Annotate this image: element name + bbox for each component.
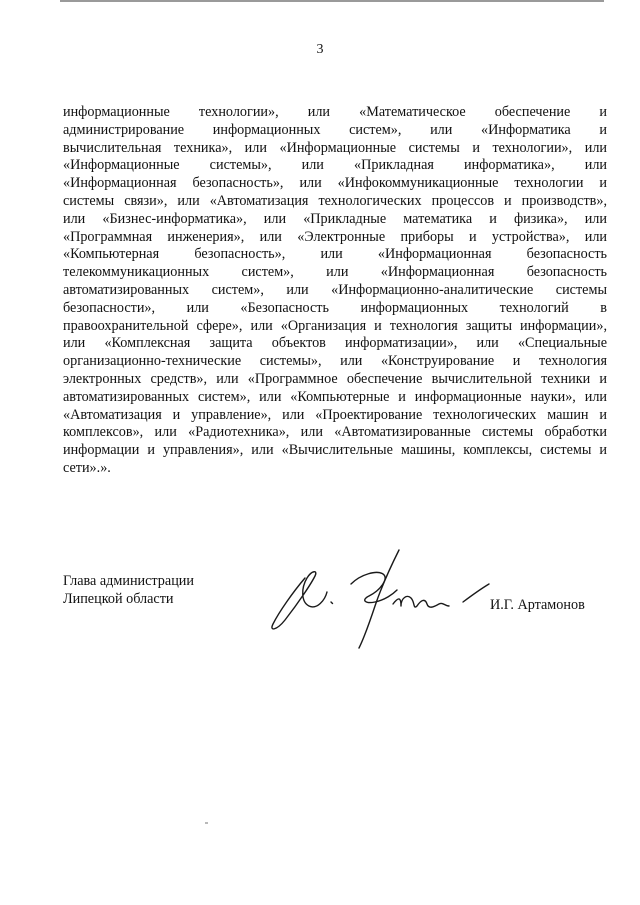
body-line: автоматизированных систем», или «Информационно-аналитические системы	[63, 281, 607, 298]
body-line: вычислительная техника», или «Информационные системы и технологии», или	[63, 139, 607, 156]
signer-position-line-2: Липецкой области	[63, 591, 174, 607]
body-line: комплексов», или «Радиотехника», или «Автоматизированные системы обработки	[63, 424, 607, 441]
body-line: «Информационная безопасность», или «Инфокоммуникационные технологии и	[63, 175, 607, 192]
body-line: администрирование информационных систем», или «Информатика и	[63, 121, 607, 138]
body-line: «Компьютерная безопасность», или «Информационная безопасность	[63, 246, 607, 263]
signer-name: И.Г. Артамонов	[490, 597, 585, 613]
body-line: системы связи», или «Автоматизация технологических процессов и производств»,	[63, 192, 607, 209]
body-line: «Автоматизация и управление», или «Проектирование технологических машин и	[63, 406, 607, 423]
body-line-last: сети».».	[63, 459, 111, 476]
page-number: 3	[316, 42, 324, 57]
scan-speck	[205, 822, 208, 824]
body-line: «Программная инженерия», или «Электронные приборы и устройства», или	[63, 228, 607, 245]
signer-position	[63, 572, 194, 608]
body-line: или «Бизнес-информатика», или «Прикладные математика и физика», или	[63, 210, 607, 227]
body-line: информации и управления», или «Вычислительные машины, комплексы, системы и	[63, 442, 607, 459]
body-line: безопасности», или «Безопасность информационных технологий в	[63, 299, 607, 316]
body-line: информационные технологии», или «Математическое обеспечение и	[63, 104, 607, 120]
body-line: организационно-технические системы», или «Конструирование и технология	[63, 353, 607, 370]
body-line: автоматизированных систем», или «Компьютерные и информационные науки», или	[63, 388, 607, 405]
signer-position-line-1: Глава администрации	[63, 573, 194, 589]
body-line: правоохранительной сфере», или «Организация и технология защиты информации»,	[63, 317, 607, 334]
body-paragraph	[63, 104, 607, 478]
handwritten-signature	[265, 540, 500, 650]
body-line: или «Комплексная защита объектов информатизации», или «Специальные	[63, 335, 607, 352]
body-line: «Информационные системы», или «Прикладная информатика», или	[63, 157, 607, 174]
top-edge-rule	[60, 0, 604, 2]
body-line: телекоммуникационных систем», или «Информационная безопасность	[63, 264, 607, 281]
body-line: электронных средств», или «Программное обеспечение вычислительной техники и	[63, 370, 607, 387]
